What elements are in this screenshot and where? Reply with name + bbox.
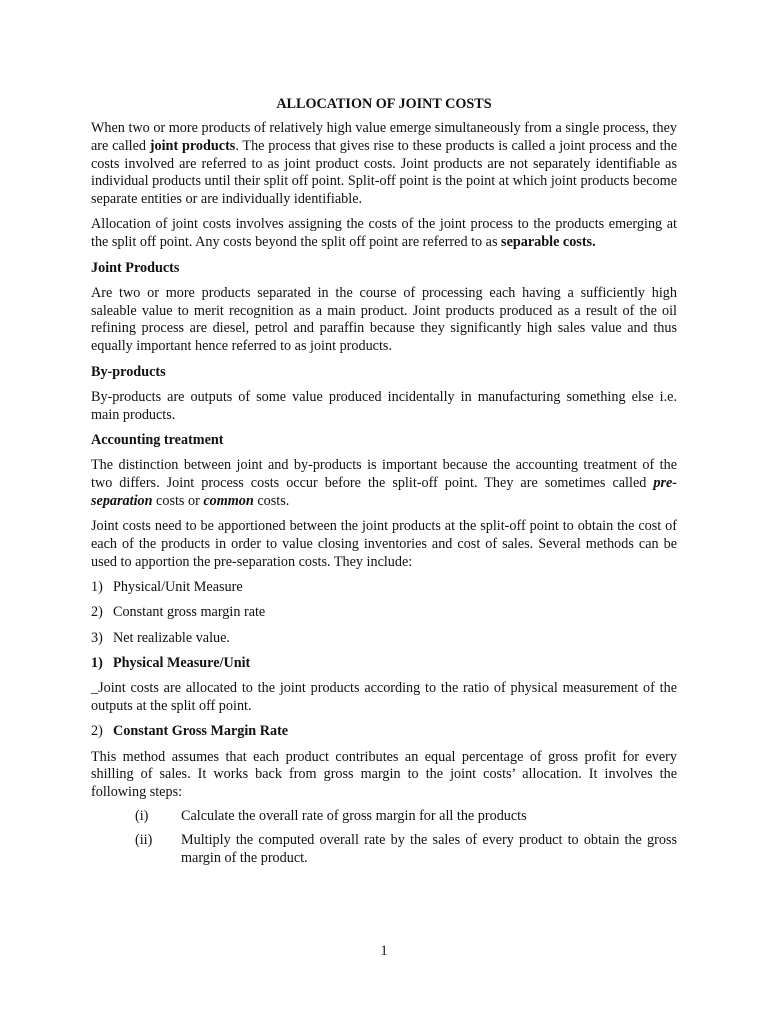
section-heading: Physical Measure/Unit (113, 654, 251, 671)
intro-text-a: When two or more products of relatively high value emerge simultaneously from a single process, they are called (91, 120, 677, 154)
step-number: (ii) (135, 831, 153, 848)
constant-gross-margin-paragraph: This method assumes that each product contributes an equal percentage of gross profit for every shilling of sales. It works back from gross margin to the joint costs’ allocation. It involves the following steps: (91, 748, 677, 801)
acc-term-common: common (203, 492, 254, 509)
acc-text-c: costs. (253, 492, 290, 509)
step-item (91, 832, 677, 868)
acc-term-pre-separation: pre-separation (91, 475, 677, 509)
heading-constant-gross-margin (91, 723, 677, 741)
heading-joint-products: Joint Products (91, 259, 180, 276)
list-label: Constant gross margin rate (113, 604, 266, 621)
list-label: Physical/Unit Measure (113, 579, 243, 596)
method-list-item (91, 630, 677, 648)
step-number: (i) (135, 808, 149, 824)
heading-physical-measure (91, 655, 677, 673)
intro-bold-term: joint products (149, 137, 236, 154)
document-title: ALLOCATION OF JOINT COSTS (276, 96, 492, 112)
by-products-paragraph: By-products are outputs of some value produced incidentally in manufacturing something else i.e. main products. (91, 388, 677, 423)
list-label: Net realizable value. (113, 629, 230, 646)
acc-text-a: The distinction between joint and by-products is important because the accounting treatment of the two differs. Joint process costs occur before the split-off point. They are sometimes called (91, 457, 677, 492)
method-list-item (91, 579, 677, 597)
list-number: 1) (91, 579, 103, 596)
heading-by-products: By-products (91, 363, 166, 380)
heading-accounting-treatment: Accounting treatment (91, 431, 224, 448)
method-list-item (91, 604, 677, 622)
intro-paragraph-2 (91, 216, 677, 252)
intro-paragraph-1 (91, 120, 677, 209)
accounting-paragraph-2: Joint costs need to be apportioned between the joint products at the split-off point to obtain the cost of each of the products in order to value closing inventories and cost of sales. Several methods can be used to apportion the pre-separation costs. They include: (91, 518, 677, 570)
intro2-text-a: Allocation of joint costs involves assigning the costs of the joint process to the products emerging at the split off point. Any costs beyond the split off point are referred to as (91, 216, 677, 251)
section-number: 1) (91, 654, 103, 671)
section-number: 2) (91, 723, 103, 740)
intro-text-b: . The process that gives rise to these products is called a joint process and the costs involved are referred to as joint product costs. Joint products are not separately identifiable as individual products until their split off point. Split-off point is the point at which joint products become separate entities or are individually identifiable. (91, 137, 678, 208)
physical-measure-paragraph: _Joint costs are allocated to the joint products according to the ratio of physical measurement of the outputs at the split off point. (91, 680, 677, 715)
section-heading: Constant Gross Margin Rate (113, 723, 289, 740)
joint-products-paragraph: Are two or more products separated in the course of processing each having a sufficiently high saleable value to merit recognition as a main product. Joint products produced as a result of the oil refining process are diesel, petrol and paraffin because they significantly high sales value and thus equally important hence referred to as joint products. (91, 284, 677, 355)
page-number: 1 (380, 943, 388, 959)
acc-text-b: costs or (152, 492, 204, 509)
list-number: 2) (91, 604, 103, 621)
list-number: 3) (91, 629, 103, 646)
accounting-paragraph-1 (91, 457, 677, 510)
step-text: Calculate the overall rate of gross margin for all the products (181, 808, 527, 824)
step-text: Multiply the computed overall rate by the sales of every product to obtain the gross margin of the product. (181, 831, 677, 866)
intro2-bold-term: separable costs. (501, 234, 596, 251)
step-item (91, 808, 677, 826)
